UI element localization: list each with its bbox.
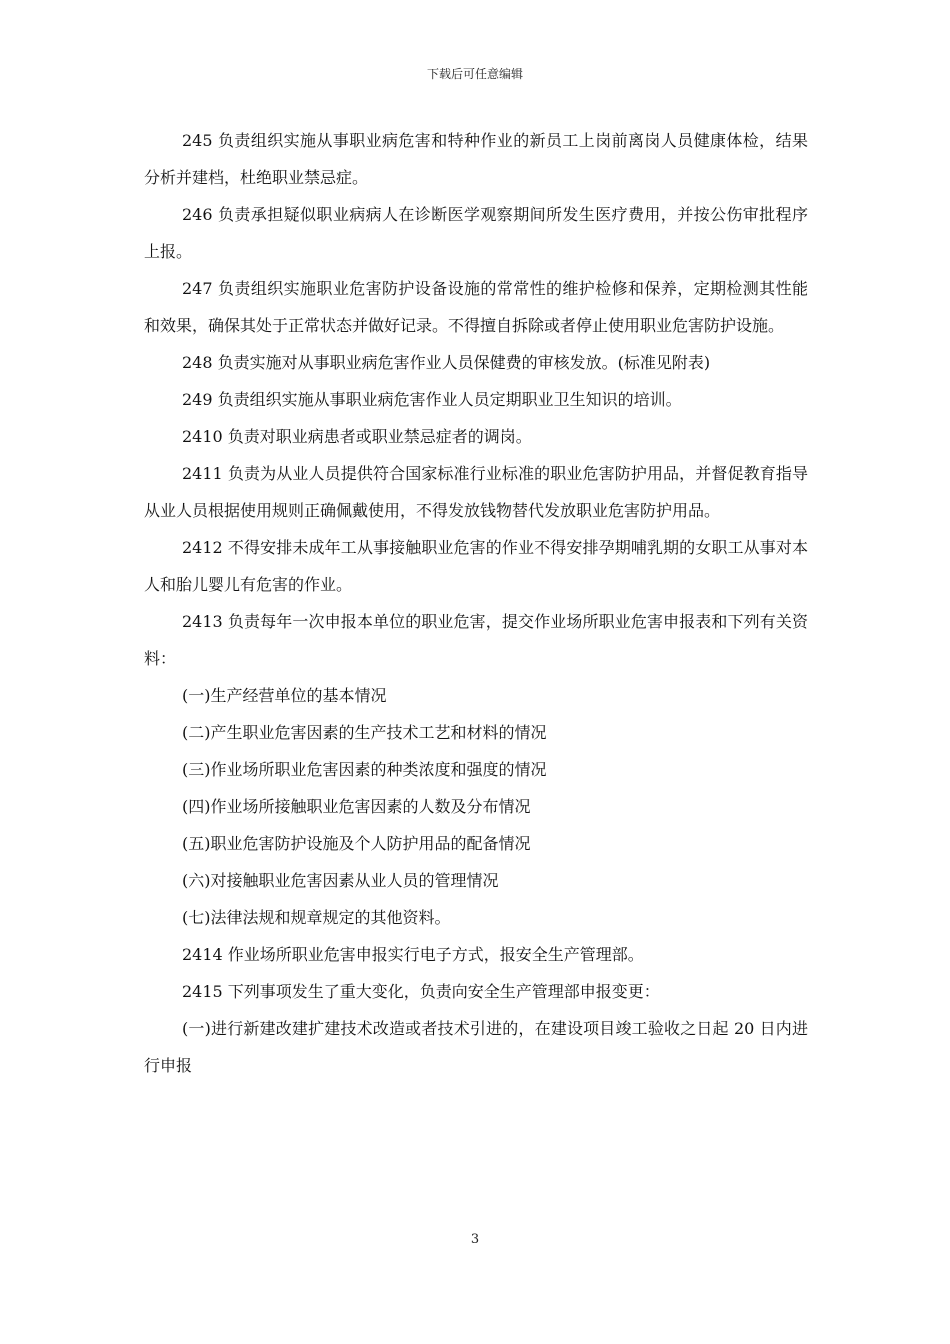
- paragraph-247: 247 负责组织实施职业危害防护设备设施的常常性的维护检修和保养，定期检测其性能和效果，确保其处于正常状态并做好记录。不得擅自拆除或者停止使用职业危害防护设施。: [144, 279, 808, 335]
- list-item-3: (三)作业场所职业危害因素的种类浓度和强度的情况: [182, 760, 547, 779]
- page-header: 下载后可任意编辑: [426, 67, 523, 81]
- list-item-6: (六)对接触职业危害因素从业人员的管理情况: [182, 871, 499, 890]
- paragraph-2412: 2412 不得安排未成年工从事接触职业危害的作业不得安排孕期哺乳期的女职工从事对本人和胎儿婴儿有危害的作业。: [144, 538, 808, 594]
- list-item-5: (五)职业危害防护设施及个人防护用品的配备情况: [182, 834, 531, 853]
- list-item-7: (七)法律法规和规章规定的其他资料。: [182, 908, 451, 927]
- paragraph-2411: 2411 负责为从业人员提供符合国家标准行业标准的职业危害防护用品，并督促教育指导从业人员根据使用规则正确佩戴使用，不得发放钱物替代发放职业危害防护用品。: [144, 464, 808, 520]
- paragraph-245: 245 负责组织实施从事职业病危害和特种作业的新员工上岗前离岗人员健康体检，结果分析并建档，杜绝职业禁忌症。: [144, 131, 808, 187]
- list-item-4: (四)作业场所接触职业危害因素的人数及分布情况: [182, 797, 531, 816]
- paragraph-2415-item-1: (一)进行新建改建扩建技术改造或者技术引进的，在建设项目竣工验收之日起 20 日内进行申报: [144, 1019, 808, 1075]
- list-item-1: (一)生产经营单位的基本情况: [182, 686, 387, 705]
- paragraph-249: 249 负责组织实施从事职业病危害作业人员定期职业卫生知识的培训。: [182, 390, 682, 409]
- paragraph-246: 246 负责承担疑似职业病病人在诊断医学观察期间所发生医疗费用，并按公伤审批程序上报。: [144, 205, 808, 261]
- page-number: 3: [470, 1232, 480, 1247]
- document-body: [144, 122, 808, 1084]
- paragraph-2410: 2410 负责对职业病患者或职业禁忌症者的调岗。: [182, 427, 532, 446]
- paragraph-2413: 2413 负责每年一次申报本单位的职业危害，提交作业场所职业危害申报表和下列有关资料：: [144, 612, 808, 668]
- list-item-2: (二)产生职业危害因素的生产技术工艺和材料的情况: [182, 723, 547, 742]
- paragraph-2414: 2414 作业场所职业危害申报实行电子方式，报安全生产管理部。: [182, 945, 644, 964]
- paragraph-248: 248 负责实施对从事职业病危害作业人员保健费的审核发放。(标准见附表): [182, 353, 711, 372]
- paragraph-2415: 2415 下列事项发生了重大变化，负责向安全生产管理部申报变更：: [182, 982, 660, 1001]
